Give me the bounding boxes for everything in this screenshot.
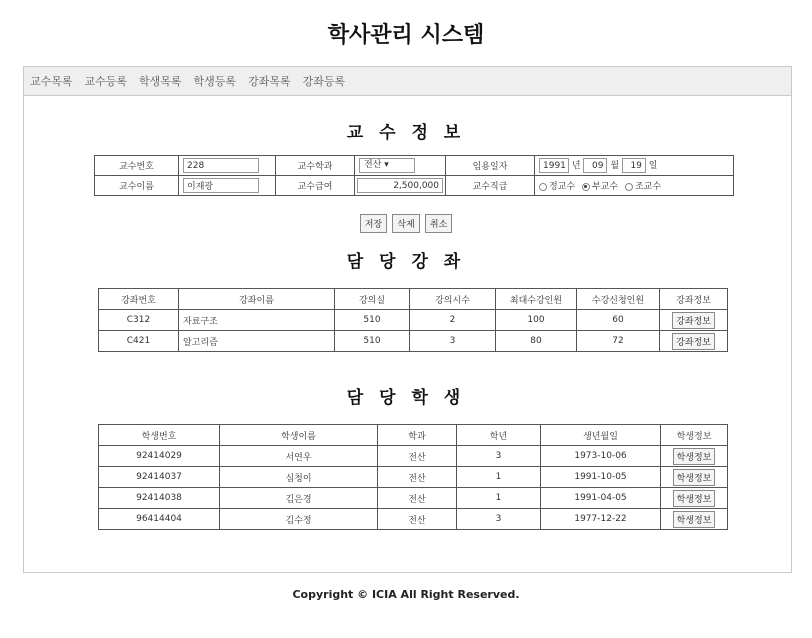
student-name: 심청이 bbox=[220, 467, 378, 488]
course-max: 80 bbox=[496, 331, 577, 352]
course-col-header: 강좌정보 bbox=[660, 289, 728, 310]
save-button[interactable]: 저장 bbox=[360, 214, 387, 233]
prof-hire-label: 임용일자 bbox=[446, 156, 535, 176]
rank-label-full: 정교수 bbox=[549, 182, 576, 192]
student-name: 김수정 bbox=[220, 509, 378, 530]
prof-name-input[interactable] bbox=[183, 178, 259, 193]
student-name: 김은경 bbox=[220, 488, 378, 509]
table-row bbox=[99, 446, 728, 467]
action-buttons bbox=[0, 214, 812, 233]
nav-professor-list[interactable]: 교수목록 bbox=[30, 75, 73, 88]
site-title: 학사관리 시스템 bbox=[327, 23, 485, 48]
student-id: 92414037 bbox=[99, 467, 220, 488]
professor-info-table bbox=[94, 155, 734, 196]
prof-rank-radios bbox=[535, 176, 734, 196]
table-row bbox=[99, 467, 728, 488]
nav-student-register[interactable]: 학생등록 bbox=[193, 75, 237, 88]
student-birth: 1977-12-22 bbox=[541, 509, 661, 530]
course-room: 510 bbox=[335, 331, 410, 352]
prof-id-label: 교수번호 bbox=[95, 156, 179, 176]
delete-button[interactable]: 삭제 bbox=[392, 214, 419, 233]
prof-salary-input[interactable] bbox=[357, 178, 443, 193]
course-col-header: 강좌이름 bbox=[179, 289, 335, 310]
table-row bbox=[99, 488, 728, 509]
student-year: 1 bbox=[457, 488, 541, 509]
student-col-header: 학생정보 bbox=[661, 425, 728, 446]
year-unit: 년 bbox=[571, 160, 581, 171]
top-nav bbox=[23, 66, 792, 96]
course-enrolled: 60 bbox=[577, 310, 660, 331]
student-info-button[interactable]: 학생정보 bbox=[673, 469, 716, 486]
prof-salary-label: 교수급여 bbox=[276, 176, 355, 196]
cancel-button[interactable]: 취소 bbox=[425, 214, 452, 233]
courses-table bbox=[98, 288, 728, 352]
student-dept: 전산 bbox=[378, 488, 457, 509]
course-name: 자료구조 bbox=[179, 310, 335, 331]
course-enrolled: 72 bbox=[577, 331, 660, 352]
student-id: 92414038 bbox=[99, 488, 220, 509]
student-col-header: 학년 bbox=[457, 425, 541, 446]
student-id: 92414029 bbox=[99, 446, 220, 467]
footer-copyright: Copyright © ICIA All Right Reserved. bbox=[292, 588, 520, 601]
rank-label-assistant: 조교수 bbox=[634, 182, 662, 192]
student-col-header: 학과 bbox=[378, 425, 457, 446]
student-birth: 1991-04-05 bbox=[541, 488, 661, 509]
students-header-row bbox=[99, 425, 728, 446]
student-col-header: 학생번호 bbox=[99, 425, 220, 446]
rank-radio-assistant[interactable] bbox=[625, 183, 633, 191]
student-info-button[interactable]: 학생정보 bbox=[673, 448, 716, 465]
student-name: 서연우 bbox=[220, 446, 378, 467]
prof-rank-label: 교수직급 bbox=[446, 176, 535, 196]
rank-label-associate: 부교수 bbox=[591, 182, 619, 192]
table-row bbox=[99, 310, 728, 331]
student-col-header: 학생이름 bbox=[220, 425, 378, 446]
course-max: 100 bbox=[496, 310, 577, 331]
student-year: 1 bbox=[457, 467, 541, 488]
course-info-button[interactable]: 강좌정보 bbox=[672, 312, 715, 329]
table-row bbox=[99, 509, 728, 530]
professor-info-title: 교 수 정 보 bbox=[346, 123, 466, 143]
courses-header-row bbox=[99, 289, 728, 310]
day-unit: 일 bbox=[648, 160, 658, 171]
course-room: 510 bbox=[335, 310, 410, 331]
hire-day-input[interactable] bbox=[622, 158, 646, 173]
students-title: 담 당 학 생 bbox=[346, 388, 466, 408]
table-row bbox=[99, 331, 728, 352]
course-col-header: 강좌번호 bbox=[99, 289, 179, 310]
nav-course-list[interactable]: 강좌목록 bbox=[248, 75, 291, 88]
prof-dept-label: 교수학과 bbox=[276, 156, 355, 176]
course-col-header: 수강신청인원 bbox=[577, 289, 660, 310]
course-col-header: 강의시수 bbox=[410, 289, 496, 310]
courses-title: 담 당 강 좌 bbox=[346, 252, 466, 272]
nav-course-register[interactable]: 강좌등록 bbox=[302, 75, 346, 88]
student-info-button[interactable]: 학생정보 bbox=[673, 511, 716, 528]
prof-id-input[interactable] bbox=[183, 158, 259, 173]
course-name: 알고리즘 bbox=[179, 331, 335, 352]
course-col-header: 강의실 bbox=[335, 289, 410, 310]
rank-radio-associate[interactable] bbox=[582, 183, 590, 191]
course-info-button[interactable]: 강좌정보 bbox=[672, 333, 715, 350]
course-id: C312 bbox=[99, 310, 179, 331]
student-id: 96414404 bbox=[99, 509, 220, 530]
course-col-header: 최대수강인원 bbox=[496, 289, 577, 310]
student-year: 3 bbox=[457, 509, 541, 530]
course-hours: 3 bbox=[410, 331, 496, 352]
students-table bbox=[98, 424, 728, 530]
student-info-button[interactable]: 학생정보 bbox=[673, 490, 716, 507]
month-unit: 월 bbox=[610, 160, 620, 171]
nav-student-list[interactable]: 학생목록 bbox=[139, 75, 182, 88]
student-birth: 1973-10-06 bbox=[541, 446, 661, 467]
nav-professor-register[interactable]: 교수등록 bbox=[84, 75, 128, 88]
hire-month-input[interactable] bbox=[583, 158, 607, 173]
student-dept: 전산 bbox=[378, 446, 457, 467]
student-birth: 1991-10-05 bbox=[541, 467, 661, 488]
student-dept: 전산 bbox=[378, 467, 457, 488]
prof-name-label: 교수이름 bbox=[95, 176, 179, 196]
hire-year-input[interactable] bbox=[539, 158, 569, 173]
student-dept: 전산 bbox=[378, 509, 457, 530]
student-col-header: 생년월일 bbox=[541, 425, 661, 446]
prof-dept-select[interactable]: 전산 ▾ bbox=[359, 158, 415, 173]
student-year: 3 bbox=[457, 446, 541, 467]
course-id: C421 bbox=[99, 331, 179, 352]
rank-radio-full[interactable] bbox=[539, 183, 547, 191]
course-hours: 2 bbox=[410, 310, 496, 331]
